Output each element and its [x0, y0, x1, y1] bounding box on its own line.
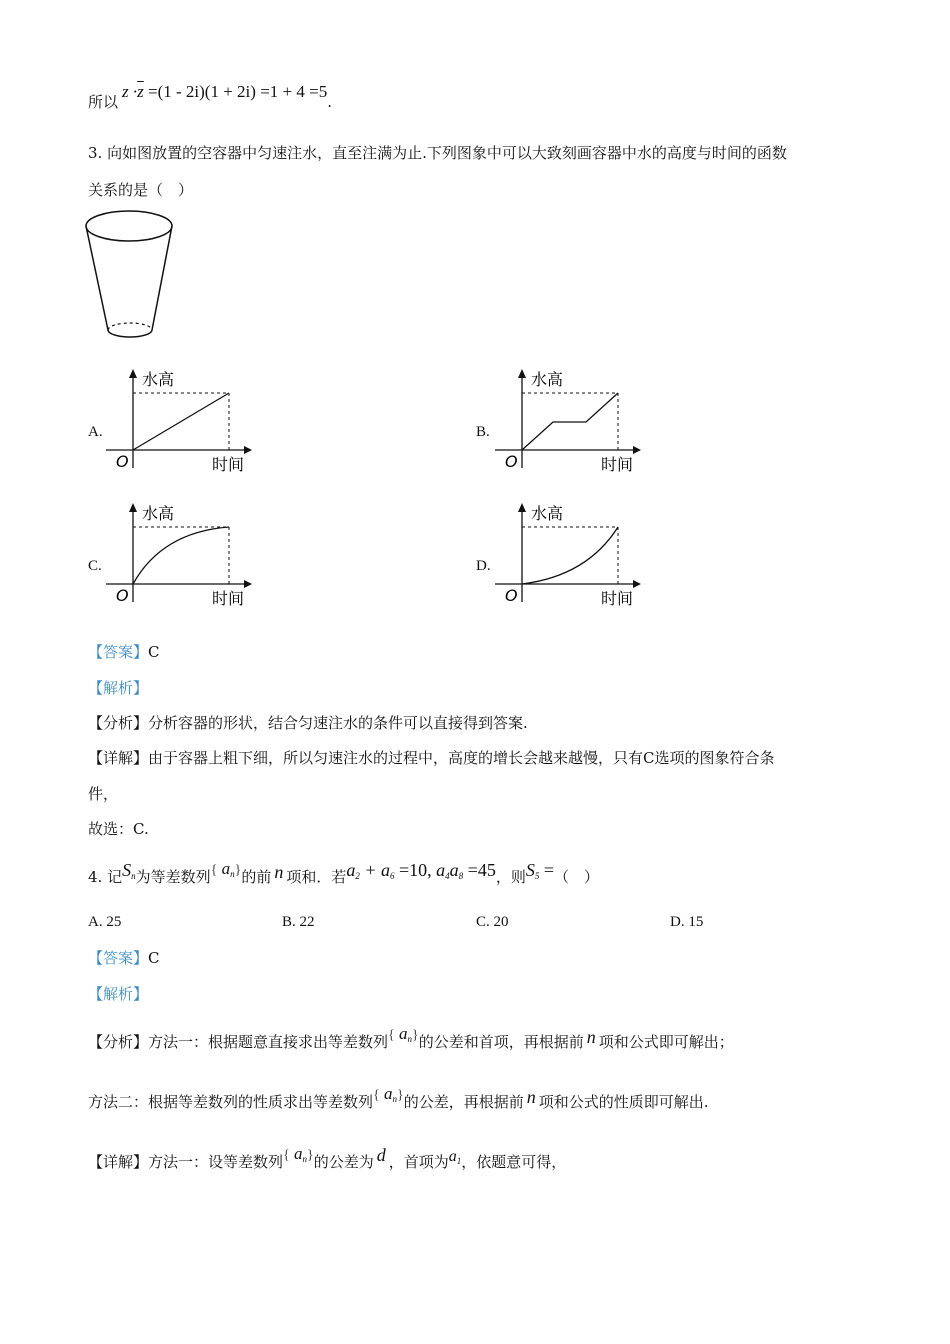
y-label: 水高: [531, 370, 564, 389]
x-label: 时间: [212, 455, 245, 474]
option-b-label: B.: [476, 424, 490, 440]
x-axis-arrow: [633, 446, 641, 454]
cup-left-wall: [86, 226, 108, 330]
q4-p4: 项和．若: [286, 868, 347, 886]
m2-c: 项和公式的性质即可解出.: [538, 1093, 709, 1111]
q4-option-d: D. 15: [670, 914, 704, 930]
curve-a: [133, 393, 229, 450]
cup-figure: [84, 208, 184, 344]
sn-symbol: $S_n$: [122, 860, 136, 881]
cup-bottom-back: [108, 323, 152, 330]
cup-bottom-front: [108, 330, 152, 337]
origin-label: O: [116, 452, 129, 471]
q4-fenxi-line: [88, 1024, 734, 1057]
x-axis-arrow: [244, 446, 252, 454]
origin-label: O: [505, 586, 518, 605]
graph-b: [489, 366, 649, 478]
m2-a: 方法二：根据等差数列的性质求出等差数列: [88, 1093, 374, 1111]
origin-label: O: [116, 586, 129, 605]
curve-b: [522, 393, 618, 450]
xiangjie-tag: 【详解】: [88, 749, 149, 767]
q4-p3: 的前: [241, 868, 272, 886]
q4-p6: （ ）: [554, 868, 600, 886]
q3-conclusion: 故选：C.: [88, 820, 149, 838]
option-c-label: C.: [88, 558, 102, 574]
conclusion-line: [88, 82, 332, 112]
n-symbol: n: [586, 1027, 596, 1047]
q4-p5: ，则: [495, 868, 526, 886]
q4-method2-line: [88, 1084, 709, 1117]
an-seq: { $a_n$}: [283, 1144, 314, 1164]
q3-fenxi-line: [88, 713, 528, 733]
fenxi-b: 的公差和首项，再根据前: [418, 1033, 584, 1051]
q3-stem-line1: 3. 向如图放置的空容器中匀速注水，直至注满为止.下列图象中可以大致刻画容器中水的高度与时间的函数: [88, 144, 787, 162]
xiangjie-tag: 【详解】: [88, 1153, 149, 1171]
x-axis-arrow: [244, 580, 252, 588]
an-seq: { $a_n$}: [210, 859, 242, 879]
q4-option-a: A. 25: [88, 914, 122, 930]
q3-analysis-tag: 【解析】: [88, 679, 149, 697]
x-label: 时间: [212, 589, 245, 608]
xj-a: 方法一：设等差数列: [148, 1153, 284, 1171]
xj-c: ，首项为: [388, 1153, 449, 1171]
y-axis-arrow: [129, 369, 137, 378]
q3-xiangjie-line: [88, 748, 775, 768]
cup-right-wall: [152, 226, 172, 330]
graph-a: [100, 366, 260, 478]
origin-label: O: [505, 452, 518, 471]
q3-stem-line2: 关系的是（ ）: [88, 181, 194, 199]
option-d-label: D.: [476, 558, 491, 574]
y-label: 水高: [142, 504, 175, 523]
q4-p2: 为等差数列: [135, 868, 211, 886]
q4-p1: 4. 记: [88, 868, 123, 886]
fenxi-text: 分析容器的形状，结合匀速注水的条件可以直接得到答案.: [148, 714, 528, 732]
answer-value: C: [148, 949, 160, 967]
x-label: 时间: [601, 455, 634, 474]
n-symbol: n: [274, 862, 284, 882]
q3-xiangjie-cont: 件，: [88, 785, 119, 803]
y-label: 水高: [142, 370, 175, 389]
q4-option-b: B. 22: [282, 914, 315, 930]
graph-c: [100, 500, 260, 612]
q4-answer-line: [88, 948, 160, 968]
answer-tag: 【答案】: [88, 949, 149, 967]
curve-c: [133, 527, 229, 584]
xiangjie-text: 由于容器上粗下细，所以匀速注水的过程中，高度的增长会越来越慢，只有C选项的图象符合条: [148, 749, 775, 767]
an-seq: { $a_n$}: [388, 1024, 419, 1044]
y-label: 水高: [531, 504, 564, 523]
option-a-label: A.: [88, 424, 103, 440]
curve-d: [522, 527, 618, 584]
prefix-text: 所以: [88, 93, 119, 111]
d-symbol: d: [376, 1145, 386, 1165]
x-axis-arrow: [633, 580, 641, 588]
q3-answer-line: [88, 642, 160, 662]
formula-text: $z \cdot\overline{z} =(1 - 2i)(1 + 2i) =1 + 4 =5$: [122, 82, 328, 101]
xj-d: ，依题意可得，: [461, 1153, 567, 1171]
m2-b: 的公差，再根据前: [403, 1093, 524, 1111]
an-seq: { $a_n$}: [373, 1084, 404, 1104]
answer-value: C: [148, 643, 160, 661]
s5-symbol: $S_5$ =: [525, 860, 554, 881]
a1-symbol: $a_1$: [448, 1148, 462, 1166]
graph-d: [489, 500, 649, 612]
q4-stem: [88, 859, 600, 892]
end-dot: .: [327, 93, 332, 111]
xj-b: 的公差为: [313, 1153, 374, 1171]
cup-top-rim: [86, 211, 172, 241]
fenxi-tag: 【分析】: [88, 1033, 149, 1051]
fenxi-tag: 【分析】: [88, 714, 149, 732]
condition-formula: $a_2 + a_6 =10$, $a_4a_8 =45$: [346, 860, 496, 881]
fenxi-c: 项和公式即可解出；: [598, 1033, 734, 1051]
y-axis-arrow: [518, 503, 526, 512]
answer-tag: 【答案】: [88, 643, 149, 661]
fenxi-a: 方法一：根据题意直接求出等差数列: [148, 1033, 389, 1051]
q4-option-c: C. 20: [476, 914, 509, 930]
y-axis-arrow: [518, 369, 526, 378]
q4-analysis-tag: 【解析】: [88, 985, 149, 1003]
n-symbol: n: [526, 1087, 536, 1107]
y-axis-arrow: [129, 503, 137, 512]
q4-xiangjie-line: [88, 1144, 567, 1177]
x-label: 时间: [601, 589, 634, 608]
